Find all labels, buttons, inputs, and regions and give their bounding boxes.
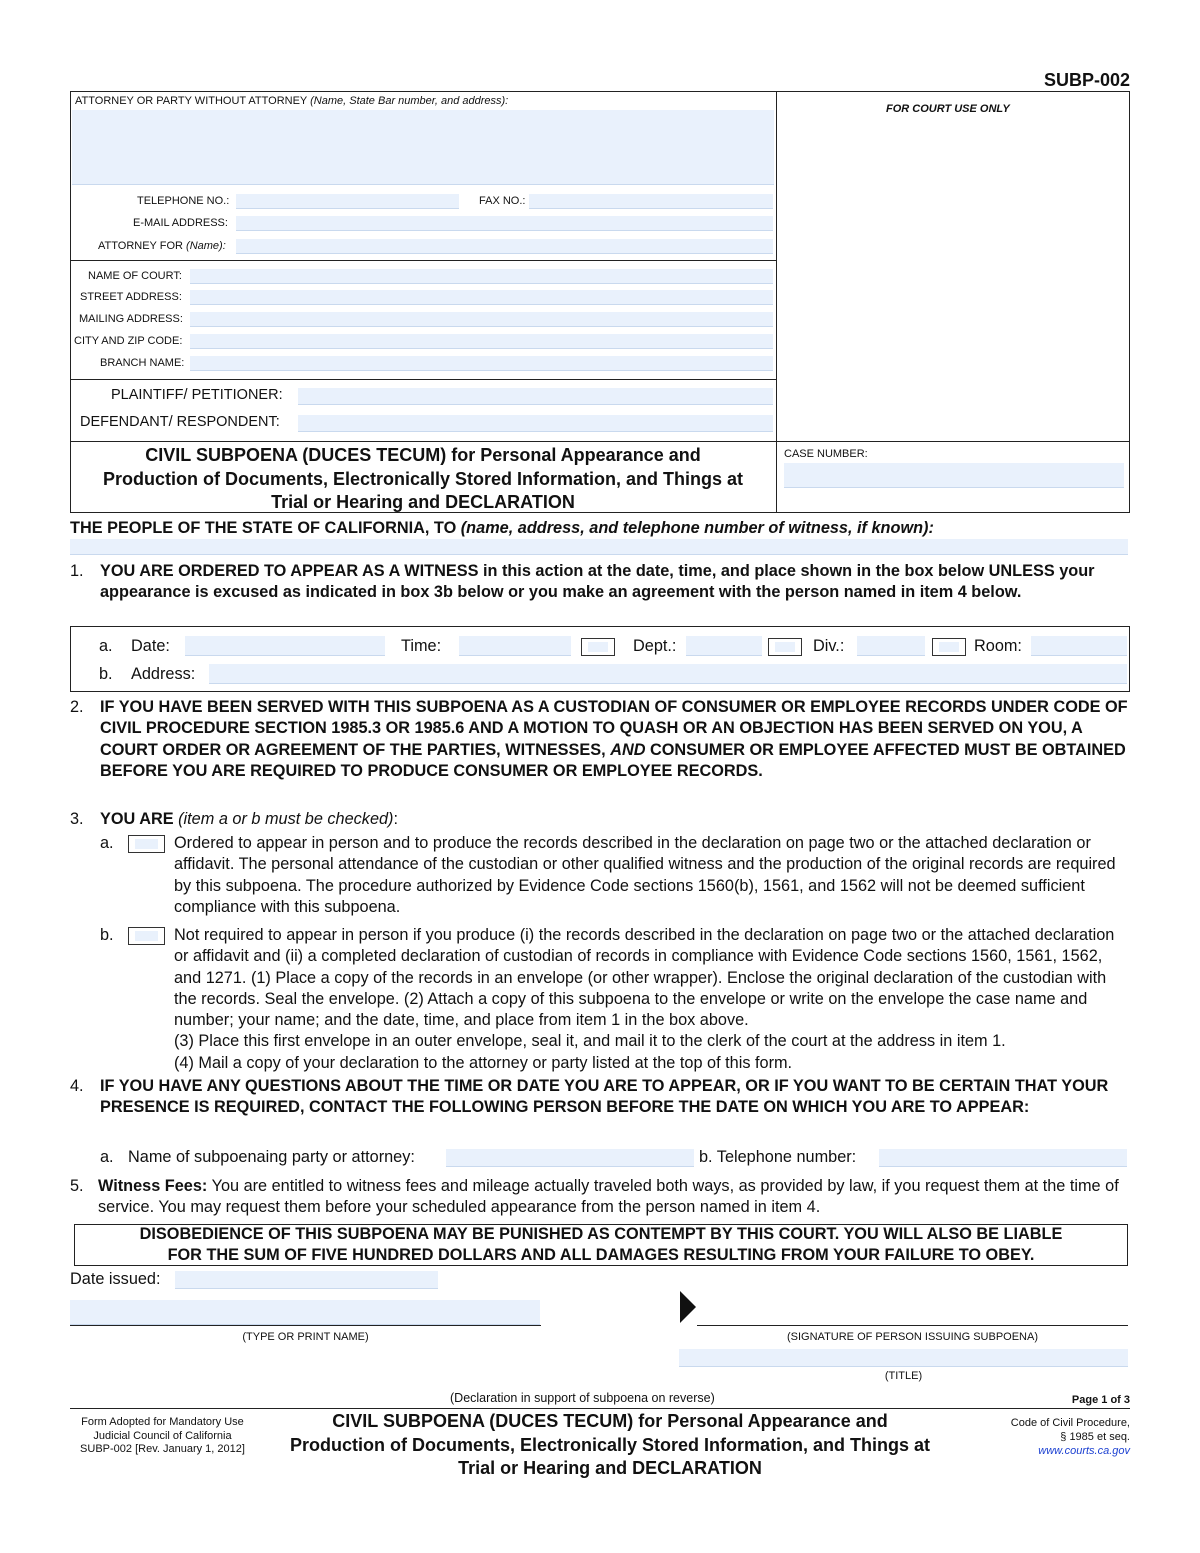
branch-field[interactable] [190, 356, 773, 371]
witness-field[interactable] [70, 539, 1128, 555]
street-label: STREET ADDRESS: [80, 291, 182, 303]
signature-caption: (SIGNATURE OF PERSON ISSUING SUBPOENA) [787, 1331, 1038, 1343]
people-line: THE PEOPLE OF THE STATE OF CALIFORNIA, TO (name, address, and telephone number of witness, if known): [70, 519, 934, 537]
address-label: Address: [131, 665, 196, 683]
signature-line [697, 1325, 1128, 1326]
div-field[interactable] [857, 636, 925, 656]
adoption-note: Form Adopted for Mandatory Use Judicial Council of California SUBP-002 [Rev. January 1, 2012] [80, 1416, 245, 1455]
item5-number: 5. [70, 1177, 84, 1195]
div-checkbox[interactable] [932, 638, 966, 656]
address-field[interactable] [209, 664, 1127, 684]
header-divider [776, 91, 777, 513]
time-field[interactable] [459, 636, 571, 656]
reverse-note: (Declaration in support of subpoena on reverse) [450, 1391, 715, 1405]
city-zip-label: CITY AND ZIP CODE: [74, 335, 183, 347]
plaintiff-label: PLAINTIFF/ PETITIONER: [111, 387, 283, 403]
city-zip-field[interactable] [190, 334, 773, 349]
item3-number: 3. [70, 810, 84, 828]
attorney-field[interactable] [72, 110, 774, 185]
footer-title: CIVIL SUBPOENA (DUCES TECUM) for Personal Appearance and Production of Documents, Electronically Stored Information, and Things at Trial or Hearing and DECLARATION [289, 1411, 931, 1478]
item1-a: a. [99, 637, 113, 655]
case-number-label: CASE NUMBER: [784, 448, 868, 460]
code-citation: Code of Civil Procedure, § 1985 et seq. www.courts.ca.gov [1010, 1417, 1130, 1457]
court-name-label: NAME OF COURT: [88, 270, 182, 282]
time-checkbox[interactable] [581, 638, 615, 656]
item2-text: IF YOU HAVE BEEN SERVED WITH THIS SUBPOENA AS A CUSTODIAN OF CONSUMER OR EMPLOYEE RECORDS UNDER CODE OF CIVIL PROCEDURE SECTION 1985.3 OR 1985.6 AND A MOTION TO QUASH OR AN OBJECTION HAS BEEN SERVED ON YOU, A COURT ORDER OR AGREEMENT OF THE PARTIES, WITNESSES, AND CONSUMER OR EMPLOYEE AFFECTED MUST BE OBTAINED BEFORE YOU ARE REQUIRED TO PRODUCE CONSUMER OR EMPLOYEE RECORDS. [100, 698, 1128, 780]
item3-a: a. [100, 834, 114, 852]
subpoenaing-party-label: Name of subpoenaing party or attorney: [128, 1148, 415, 1166]
date-issued-label: Date issued: [70, 1270, 161, 1288]
item5-text: Witness Fees: You are entitled to witness fees and mileage actually traveled both ways, as provided by law, if you request them at the time of service. You may request them before your scheduled appearance from the person named in item 4. [98, 1177, 1119, 1217]
page-number: Page 1 of 3 [1071, 1394, 1130, 1406]
attorney-for-label: ATTORNEY FOR (Name): [98, 240, 226, 252]
email-label: E-MAIL ADDRESS: [133, 217, 228, 229]
form-id: SUBP-002 [1043, 70, 1130, 90]
dept-label: Dept.: [633, 637, 677, 655]
type-name-caption: (TYPE OR PRINT NAME) [242, 1331, 369, 1343]
mailing-label: MAILING ADDRESS: [79, 313, 183, 325]
dept-checkbox[interactable] [768, 638, 802, 656]
date-issued-field[interactable] [175, 1271, 438, 1289]
footer-rule [70, 1408, 1130, 1409]
item3a-checkbox[interactable] [128, 835, 165, 853]
item4-number: 4. [70, 1077, 84, 1095]
court-name-field[interactable] [190, 269, 773, 284]
fax-label: FAX NO.: [479, 195, 526, 207]
courts-website-link[interactable]: www.courts.ca.gov [1038, 1445, 1130, 1457]
room-label: Room: [974, 637, 1022, 655]
telephone-label: TELEPHONE NO.: [137, 195, 230, 207]
item1-number: 1. [70, 562, 84, 580]
street-field[interactable] [190, 290, 773, 305]
case-number-field[interactable] [784, 463, 1124, 488]
date-field[interactable] [185, 636, 385, 656]
telephone-field[interactable] [236, 194, 459, 209]
attorney-for-field[interactable] [236, 239, 773, 254]
signature-arrow-icon [680, 1291, 696, 1323]
item2-number: 2. [70, 698, 84, 716]
defendant-label: DEFENDANT/ RESPONDENT: [80, 414, 280, 430]
time-label: Time: [401, 637, 442, 655]
title-caption: (TITLE) [884, 1370, 923, 1382]
plaintiff-field[interactable] [298, 388, 773, 405]
room-field[interactable] [1031, 636, 1127, 656]
item1-b: b. [99, 665, 113, 683]
court-use-label: FOR COURT USE ONLY [886, 103, 1010, 115]
defendant-field[interactable] [298, 415, 773, 432]
item4-text: IF YOU HAVE ANY QUESTIONS ABOUT THE TIME OR DATE YOU ARE TO APPEAR, OR IF YOU WANT TO BE CERTAIN THAT YOUR PRESENCE IS REQUIRED, CONTACT THE FOLLOWING PERSON BEFORE THE DATE ON WHICH YOU ARE TO APPEAR: [100, 1077, 1109, 1117]
mailing-field[interactable] [190, 312, 773, 327]
attorney-label: ATTORNEY OR PARTY WITHOUT ATTORNEY (Name, State Bar number, and address): [75, 95, 509, 107]
form-title: CIVIL SUBPOENA (DUCES TECUM) for Personal Appearance and Production of Documents, Electronically Stored Information, and Things at Trial or Hearing and DECLARATION [102, 445, 744, 512]
branch-label: BRANCH NAME: [100, 357, 185, 369]
item3-lead: YOU ARE (item a or b must be checked): [100, 810, 399, 828]
item3b-checkbox[interactable] [128, 927, 165, 945]
type-name-field[interactable] [70, 1300, 540, 1325]
title-field[interactable] [679, 1349, 1128, 1367]
date-label: Date: [131, 637, 170, 655]
item3b-text: Not required to appear in person if you produce (i) the records described in the declaration on page two or the attached declaration or affidavit and (ii) a completed declaration of custodian of records in compliance with Evidence Code sections 1560, 1561, 1562, and 1271. (1) Place a copy of the records in an envelope (or other wrapper). Enclose the original declaration of the custodian with the records. Seal the envelope. (2) Attach a copy of this subpoena to the envelope or write on the envelope the case name and number; your name; and the date, time, and place from item 1 in the box above. (3) Place this first envelope in an outer envelope, seal it, and mail it to the clerk of the court at the address in item 1. (4) Mail a copy of your declaration to the attorney or party listed at the top of this form. [174, 926, 1115, 1072]
telephone-number-field[interactable] [879, 1149, 1127, 1167]
item1-text: YOU ARE ORDERED TO APPEAR AS A WITNESS in this action at the date, time, and place shown in the box below UNLESS your appearance is excused as indicated in box 3b below or you make an agreement with the person named in item 4 below. [100, 562, 1095, 602]
telephone-number-label: b. Telephone number: [699, 1148, 857, 1166]
email-field[interactable] [236, 216, 773, 231]
subpoenaing-party-field[interactable] [446, 1149, 694, 1167]
item3a-text: Ordered to appear in person and to produce the records described in the declaration on page two or the attached declaration or affidavit. The personal attendance of the custodian or other qualified witness and the production of the original records are required by this subpoena. The procedure authorized by Evidence Code sections 1560(b), 1561, and 1562 will not be deemed sufficient compliance with this subpoena. [174, 834, 1116, 916]
warning-text: DISOBEDIENCE OF THIS SUBPOENA MAY BE PUNISHED AS CONTEMPT BY THIS COURT. YOU WILL ALSO BE LIABLE FOR THE SUM OF FIVE HUNDRED DOLLARS AND ALL DAMAGES RESULTING FROM YOUR FAILURE TO OBEY. [139, 1225, 1063, 1264]
item4-a: a. [100, 1148, 114, 1166]
div-label: Div.: [813, 637, 845, 655]
fax-field[interactable] [529, 194, 773, 209]
dept-field[interactable] [686, 636, 762, 656]
item3-b: b. [100, 926, 114, 944]
